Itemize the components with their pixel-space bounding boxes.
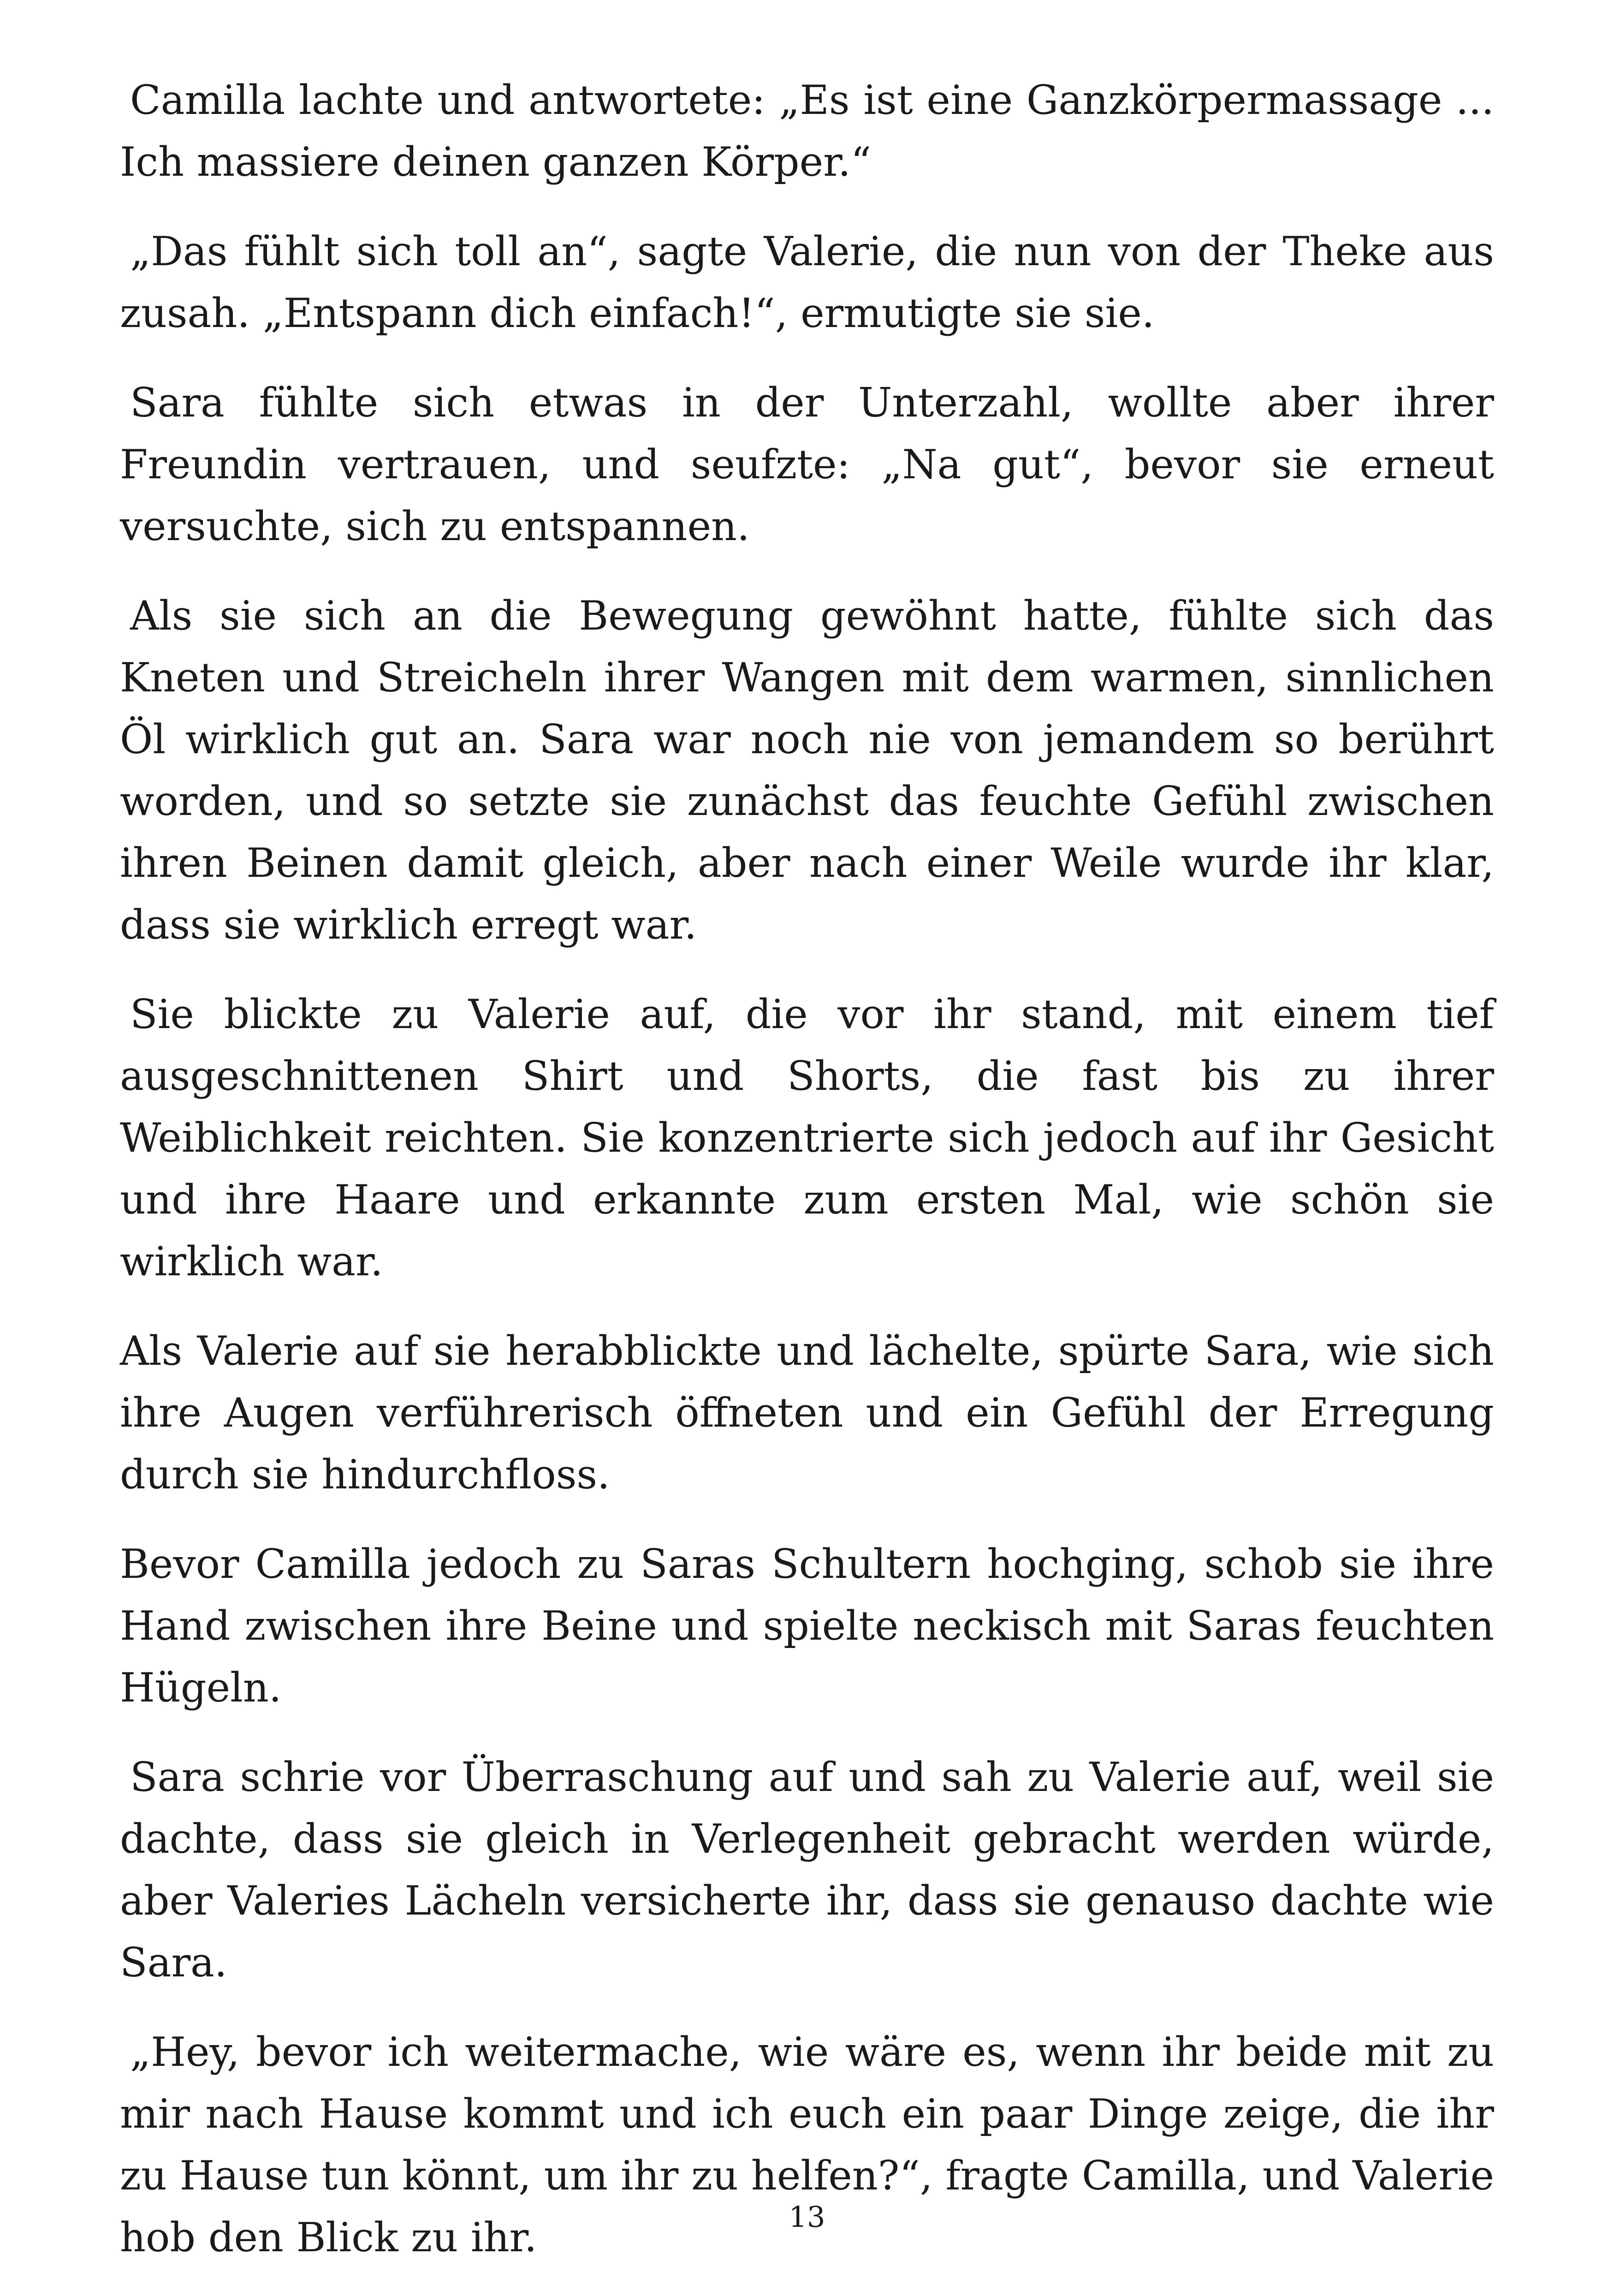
- paragraph-1: Camilla lachte und antwortete: „Es ist eine Ganzkörpermassage ... Ich massiere deinen ganzen Körper.“: [120, 77, 1494, 185]
- page-number: 13: [789, 2200, 825, 2234]
- paragraph-7: Bevor Camilla jedoch zu Saras Schultern hochging, schob sie ihre Hand zwischen ihre Beine und spielte neckisch mit Saras feuchten Hügeln.: [120, 1541, 1494, 1711]
- paragraph-6: Als Valerie auf sie herabblickte und lächelte, spürte Sara, wie sich ihre Augen verführerisch öffneten und ein Gefühl der Erregung durch sie hindurchfloss.: [120, 1327, 1494, 1498]
- paragraph-4: Als sie sich an die Bewegung gewöhnt hatte, fühlte sich das Kneten und Streicheln ihrer Wangen mit dem warmen, sinnlichen Öl wirklich gut an. Sara war noch nie von jemandem so berührt worden, und so setzte sie zunächst das feuchte Gefühl zwischen ihren Beinen damit gleich, aber nach einer Weile wurde ihr klar, dass sie wirklich erregt war.: [120, 592, 1494, 948]
- body-text: [120, 69, 1494, 2296]
- paragraph-8: Sara schrie vor Überraschung auf und sah zu Valerie auf, weil sie dachte, dass sie gleich in Verlegenheit gebracht werden würde, aber Valeries Lächeln versicherte ihr, dass sie genauso dachte wie Sara.: [120, 1754, 1494, 1986]
- paragraph-9: „Hey, bevor ich weitermache, wie wäre es, wenn ihr beide mit zu mir nach Hause kommt und ich euch ein paar Dinge zeige, die ihr zu Hause tun könnt, um ihr zu helfen?“, fragte Camilla, und Valerie hob den Blick zu ihr.: [120, 2028, 1494, 2261]
- paragraph-5: Sie blickte zu Valerie auf, die vor ihr stand, mit einem tief ausgeschnittenen Shirt und Shorts, die fast bis zu ihrer Weiblichkeit reichten. Sie konzentrierte sich jedoch auf ihr Gesicht und ihre Haare und erkannte zum ersten Mal, wie schön sie wirklich war.: [120, 991, 1494, 1285]
- paragraph-3: Sara fühlte sich etwas in der Unterzahl, wollte aber ihrer Freundin vertrauen, und seufzte: „Na gut“, bevor sie erneut versuchte, sich zu entspannen.: [120, 379, 1494, 550]
- paragraph-2: „Das fühlt sich toll an“, sagte Valerie, die nun von der Theke aus zusah. „Entspann dich einfach!“, ermutigte sie sie.: [120, 228, 1494, 337]
